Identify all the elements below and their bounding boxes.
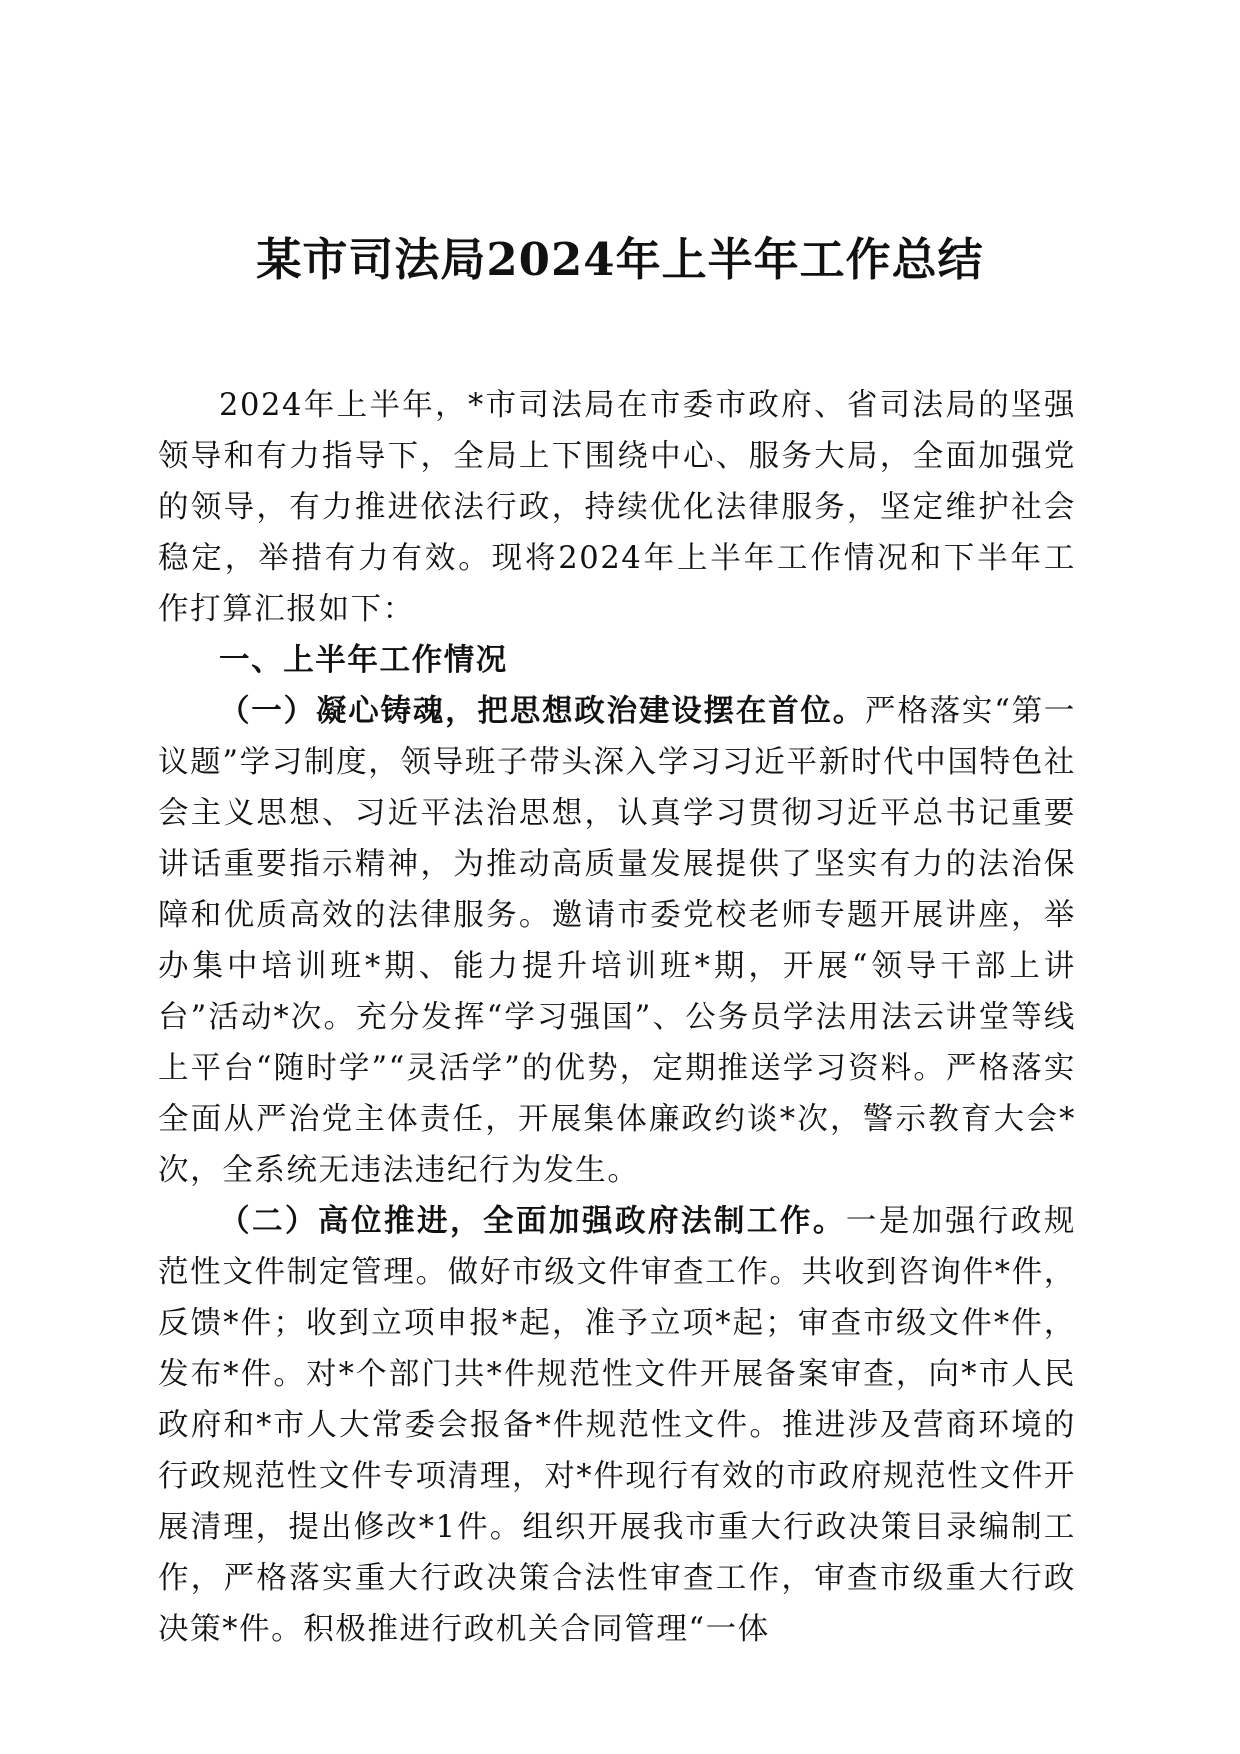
subsection-2-text: 一是加强行政规范性文件制定管理。做好市级文件审查工作。共收到咨询件*件，反馈*件；收到立项申报*起，准予立项*起；审查市级文件*件，发布*件。对*个部门共*件规范性文件开展备案审查，向*市人民政府和*市人大常委会报备*件规范性文件。推进涉及营商环境的行政规范性文件专项清理，对*件现行有效的市政府规范性文件开展清理，提出修改*1件。组织开展我市重大行政决策目录编制工作，严格落实重大行政决策合法性审查工作，审查市级重大行政决策*件。积极推进行政机关合同管理“一体 xyxy=(158,1204,1076,1647)
intro-paragraph: 2024年上半年，*市司法局在市委市政府、省司法局的坚强领导和有力指导下，全局上下围绕中心、服务大局，全面加强党的领导，有力推进依法行政，持续优化法律服务，坚定维护社会稳定，举措有力有效。现将2024年上半年工作情况和下半年工作打算汇报如下： xyxy=(158,388,1076,627)
subsection-1-text: 严格落实“第一议题”学习制度，领导班子带头深入学习习近平新时代中国特色社会主义思想、习近平法治思想，认真学习贯彻习近平总书记重要讲话重要指示精神，为推动高质量发展提供了坚实有力的法治保障和优质高效的法律服务。邀请市委党校老师专题开展讲座，举办集中培训班*期、能力提升培训班*期，开展“领导干部上讲台”活动*次。充分发挥“学习强国”、公务员学法用法云讲堂等线上平台“随时学”“灵活学”的优势，定期推送学习资料。严格落实全面从严治党主体责任，开展集体廉政约谈*次，警示教育大会*次，全系统无违法违纪行为发生。 xyxy=(158,694,1077,1188)
subsection-1-lead: （一）凝心铸魂，把思想政治建设摆在首位。 xyxy=(219,693,866,729)
subsection-1-paragraph xyxy=(158,686,1076,1196)
section-heading: 一、上半年工作情况 xyxy=(219,643,508,678)
document-body xyxy=(158,380,1076,1655)
document-title: 某市司法局2024年上半年工作总结 xyxy=(256,233,984,286)
subsection-2-lead: （二）高位推进，全面加强政府法制工作。 xyxy=(219,1203,846,1239)
subsection-2-paragraph xyxy=(158,1196,1076,1655)
